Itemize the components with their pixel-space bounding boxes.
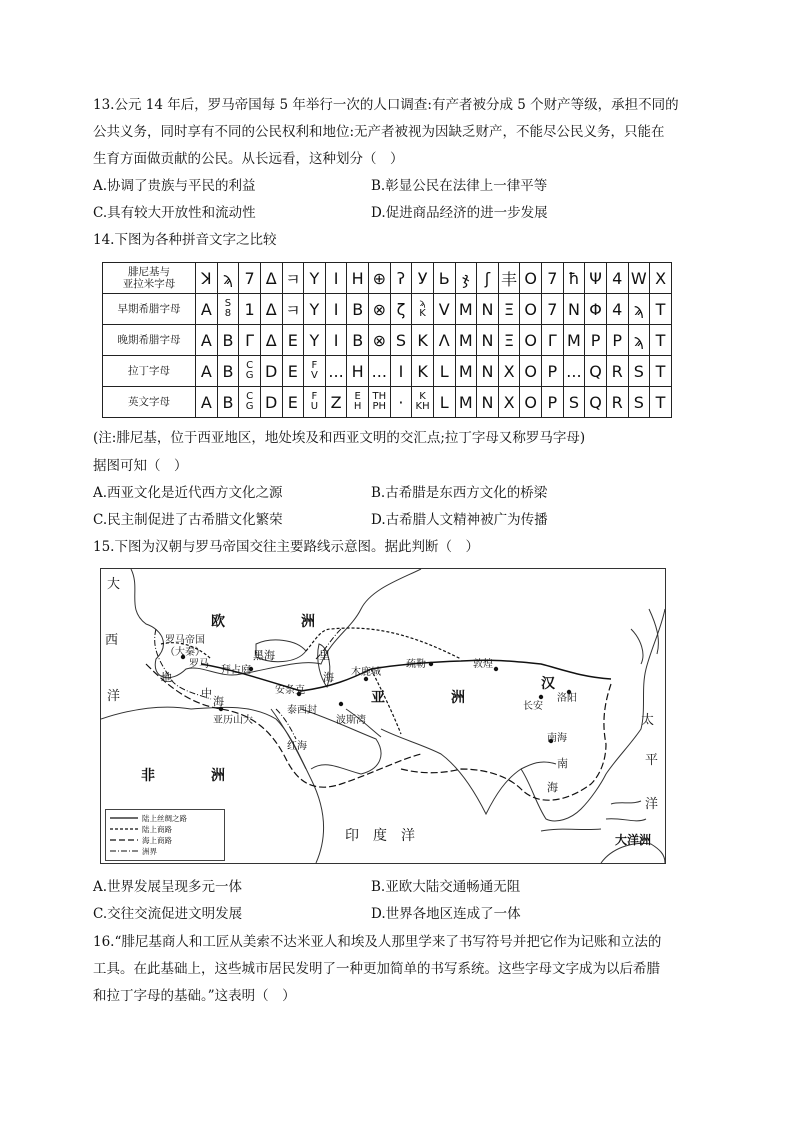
- alphabet-cell: C G: [239, 387, 261, 418]
- alphabet-cell: 7: [239, 263, 261, 294]
- alphabet-row-label: 腓尼基与 亚拉米字母: [103, 263, 196, 294]
- alphabet-cell: M: [455, 356, 477, 387]
- label-ping: 平: [645, 753, 659, 768]
- alphabet-cell: P: [542, 387, 564, 418]
- alphabet-cell: D: [260, 387, 282, 418]
- alphabet-cell: T: [650, 294, 672, 325]
- label-dayangzhou: 大洋洲: [615, 833, 652, 847]
- alphabet-cell: 4: [606, 263, 628, 294]
- alphabet-cell: A: [196, 294, 218, 325]
- alphabet-cell: Ξ: [498, 294, 520, 325]
- alphabet-cell: L: [433, 387, 455, 418]
- alphabet-cell: O: [520, 387, 542, 418]
- alphabet-row-label: 英文字母: [103, 387, 196, 418]
- alphabet-comparison-table: [102, 262, 672, 418]
- alphabet-cell: Ь: [433, 263, 455, 294]
- q14-ask: 据图可知（ ）: [93, 458, 188, 474]
- label-yinduyang: 印 度 洋: [345, 828, 415, 844]
- indonesia-islands: [541, 801, 646, 831]
- q13-option-c: C.具有较大开放性和流动性: [93, 205, 256, 221]
- alphabet-cell: F V: [304, 356, 326, 387]
- alphabet-cell: F U: [304, 387, 326, 418]
- label-zhou-asia: 洲: [451, 690, 467, 706]
- alphabet-cell: ...: [369, 356, 391, 387]
- label-changan: 长安: [523, 701, 543, 712]
- alphabet-cell: Φ: [585, 294, 607, 325]
- alphabet-cell: H: [347, 263, 369, 294]
- label-taixifeng: 泰西封: [287, 705, 317, 716]
- q16-stem-line-2: 工具。在此基础上，这些城市居民发明了一种更加简单的书写系统。这些字母文字成为以后希腊: [93, 961, 660, 977]
- alphabet-row: [103, 325, 672, 356]
- india-coast: [381, 729, 556, 814]
- q13-stem-line-1: 13.公元 14 年后，罗马帝国每 5 年举行一次的人口调查:有产者被分成 5 个财产等级，承担不同的: [93, 97, 679, 113]
- alphabet-cell: ħ: [563, 263, 585, 294]
- alphabet-cell: N: [477, 356, 499, 387]
- alphabet-cell: ϡ: [628, 294, 650, 325]
- alphabet-cell: TH PH: [369, 387, 391, 418]
- q15-stem: 15.下图为汉朝与罗马帝国交往主要路线示意图。据此判断（ ）: [93, 539, 479, 555]
- label-di: 地: [161, 671, 172, 684]
- legend-silk-road: 陆上丝绸之路: [142, 814, 187, 823]
- alphabet-cell: I: [390, 356, 412, 387]
- korea-japan: [631, 609, 658, 664]
- alphabet-cell: ჯ: [455, 263, 477, 294]
- alphabet-cell: ⊗: [369, 294, 391, 325]
- alphabet-cell: O: [520, 263, 542, 294]
- label-yang: 洋: [107, 689, 121, 704]
- alphabet-row: [103, 356, 672, 387]
- alphabet-cell: M: [455, 325, 477, 356]
- label-ou: 欧: [211, 614, 227, 630]
- alphabet-cell: ⊗: [369, 325, 391, 356]
- alphabet-cell: K: [412, 325, 434, 356]
- q14-note: (注:腓尼基，位于西亚地区，地处埃及和西亚文明的交汇点;拉丁字母又称罗马字母): [93, 430, 586, 446]
- alphabet-cell: W: [628, 263, 650, 294]
- alphabet-cell: ㅋ: [282, 294, 304, 325]
- alphabet-cell: S 8: [217, 294, 239, 325]
- label-han: 汉: [541, 676, 557, 692]
- legend-sea-route: 海上商路: [142, 836, 172, 845]
- alphabet-cell: B: [217, 387, 239, 418]
- label-da: 大: [107, 577, 121, 592]
- alphabet-cell: E: [282, 325, 304, 356]
- q14-stem: 14.下图为各种拼音文字之比较: [93, 232, 277, 248]
- alphabet-cell: O: [520, 294, 542, 325]
- alphabet-row: [103, 387, 672, 418]
- alphabet-cell: O: [520, 325, 542, 356]
- label-luoma-city: 罗马: [189, 659, 209, 670]
- alphabet-cell: P: [606, 325, 628, 356]
- alphabet-cell: 7: [542, 263, 564, 294]
- label-zhou-europe: 洲: [301, 614, 317, 630]
- alphabet-cell: Δ: [260, 325, 282, 356]
- alphabet-cell: L: [433, 356, 455, 387]
- alphabet-cell: C G: [239, 356, 261, 387]
- q15-option-b: B.亚欧大陆交通畅通无阻: [371, 879, 521, 895]
- alphabet-cell: ϡ: [217, 263, 239, 294]
- q15-option-c: C.交往交流促进文明发展: [93, 906, 243, 922]
- label-hai-sc: 海: [547, 781, 558, 794]
- label-dunhuang: 敦煌: [473, 659, 493, 670]
- alphabet-cell: Q: [585, 356, 607, 387]
- label-ya: 亚: [371, 690, 387, 706]
- q15-option-d: D.世界各地区连成了一体: [371, 906, 521, 922]
- alphabet-cell: 1: [239, 294, 261, 325]
- alphabet-cell: O: [520, 356, 542, 387]
- alphabet-cell: Y: [304, 263, 326, 294]
- label-nanhai-city: 南海: [547, 733, 567, 744]
- alphabet-cell: B: [347, 294, 369, 325]
- alphabet-cell: ⊕: [369, 263, 391, 294]
- label-zhou-africa: 洲: [211, 768, 227, 784]
- alphabet-cell: Q: [585, 387, 607, 418]
- label-bosiwan: 波斯湾: [336, 715, 366, 726]
- alphabet-cell: Γ: [542, 325, 564, 356]
- label-zhong: 中: [201, 687, 212, 700]
- q14-option-d: D.古希腊人文精神被广为传播: [371, 512, 548, 528]
- alphabet-cell: E: [282, 356, 304, 387]
- label-ankeke: 安条克: [275, 685, 305, 696]
- alphabet-cell: B: [217, 325, 239, 356]
- label-shule: 疏勒: [406, 659, 426, 670]
- alphabet-cell: Δ: [260, 294, 282, 325]
- alphabet-cell: ϡ K: [412, 294, 434, 325]
- alphabet-cell: V: [433, 294, 455, 325]
- alphabet-cell: N: [477, 387, 499, 418]
- alphabet-cell: E H: [347, 387, 369, 418]
- legend-land-route: 陆上商路: [142, 825, 172, 834]
- label-luoma-empire: 罗马帝国: [165, 635, 205, 646]
- taixifeng-dot: [339, 702, 343, 706]
- alphabet-cell: X: [498, 387, 520, 418]
- q14-option-b: B.古希腊是东西方文化的桥梁: [371, 485, 548, 501]
- label-nan: 南: [557, 757, 568, 770]
- alphabet-cell: ζ: [390, 294, 412, 325]
- label-yalishanda: 亚历山大: [213, 715, 253, 726]
- alphabet-cell: S: [628, 356, 650, 387]
- alphabet-cell: ·: [390, 387, 412, 418]
- alphabet-cell: N: [477, 325, 499, 356]
- label-luoyang: 洛阳: [557, 693, 577, 704]
- alphabet-cell: T: [650, 387, 672, 418]
- alphabet-cell: H: [347, 356, 369, 387]
- alphabet-cell: Λ: [433, 325, 455, 356]
- label-li: 里: [319, 649, 330, 662]
- alphabet-row-label: 拉丁字母: [103, 356, 196, 387]
- alphabet-cell: P: [542, 356, 564, 387]
- alphabet-cell: ϡ: [628, 325, 650, 356]
- label-daqin: （大秦）: [165, 647, 205, 658]
- alphabet-cell: 丰: [498, 263, 520, 294]
- q13-stem-line-3: 生育方面做贡献的公民。从长远看，这种划分（ ）: [93, 151, 404, 167]
- alphabet-cell: ʃ: [477, 263, 499, 294]
- q13-option-b: B.彰显公民在法律上一律平等: [371, 178, 548, 194]
- label-fei: 非: [141, 768, 157, 784]
- alphabet-cell: R: [606, 356, 628, 387]
- alphabet-cell: ꓘ: [196, 263, 218, 294]
- alphabet-cell: S: [390, 325, 412, 356]
- alphabet-row-label: 早期希腊字母: [103, 294, 196, 325]
- map-legend: [105, 809, 225, 861]
- label-muluocheng: 木鹿城: [351, 667, 381, 678]
- alphabet-cell: Δ: [260, 263, 282, 294]
- alphabet-cell: ʔ: [390, 263, 412, 294]
- alphabet-cell: T: [650, 356, 672, 387]
- label-baizhanting: 拜占庭: [221, 665, 251, 676]
- alphabet-cell: I: [325, 263, 347, 294]
- alphabet-cell: R: [606, 387, 628, 418]
- alphabet-cell: B: [217, 356, 239, 387]
- alphabet-cell: У: [412, 263, 434, 294]
- land-trade-route: [161, 628, 461, 734]
- q16-stem-line-1: 16.“腓尼基商人和工匠从美索不达米亚人和埃及人那里学来了书写符号并把它作为记账和立法的: [93, 934, 662, 950]
- alphabet-cell: M: [455, 294, 477, 325]
- alphabet-cell: 7: [542, 294, 564, 325]
- label-hai-caspian: 海: [323, 671, 334, 684]
- label-tai: 太: [641, 713, 655, 728]
- label-honghai: 红海: [287, 741, 307, 752]
- alphabet-cell: M: [455, 387, 477, 418]
- q14-option-a: A.西亚文化是近代西方文化之源: [93, 485, 283, 501]
- label-xi: 西: [105, 633, 119, 648]
- alphabet-row-label: 晚期希腊字母: [103, 325, 196, 356]
- q13-stem-line-2: 公共义务，同时享有不同的公民权利和地位:无产者被视为因缺乏财产，不能尽公民义务，只能在: [93, 124, 665, 140]
- alphabet-cell: 4: [606, 294, 628, 325]
- alphabet-cell: Ψ: [585, 263, 607, 294]
- q13-option-a: A.协调了贵族与平民的利益: [93, 178, 256, 194]
- alphabet-cell: A: [196, 387, 218, 418]
- legend-boundary: 洲界: [142, 847, 157, 856]
- alphabet-cell: D: [260, 356, 282, 387]
- alphabet-cell: K: [412, 356, 434, 387]
- alphabet-cell: S: [628, 387, 650, 418]
- alphabet-cell: K KH: [412, 387, 434, 418]
- alphabet-cell: M: [563, 325, 585, 356]
- q15-option-a: A.世界发展呈现多元一体: [93, 879, 243, 895]
- dunhuang-dot: [494, 667, 498, 671]
- alphabet-cell: E: [282, 387, 304, 418]
- alphabet-cell: Z: [325, 387, 347, 418]
- q16-stem-line-3: 和拉丁字母的基础。”这表明（ ）: [93, 988, 296, 1004]
- alphabet-cell: Ν: [563, 294, 585, 325]
- alphabet-row: [103, 294, 672, 325]
- alphabet-cell: A: [196, 356, 218, 387]
- han-rome-route-map: [100, 568, 666, 864]
- label-hai-med: 海: [213, 695, 224, 708]
- shule-dot: [429, 662, 433, 666]
- alphabet-cell: P: [585, 325, 607, 356]
- alphabet-cell: I: [325, 294, 347, 325]
- alphabet-cell: Γ: [239, 325, 261, 356]
- alphabet-cell: Y: [304, 294, 326, 325]
- alphabet-cell: Ξ: [498, 325, 520, 356]
- alphabet-cell: S: [563, 387, 585, 418]
- label-heihai: 黑海: [253, 649, 275, 662]
- alphabet-cell: N: [477, 294, 499, 325]
- alphabet-row: [103, 263, 672, 294]
- alphabet-cell: I: [325, 325, 347, 356]
- alphabet-cell: B: [347, 325, 369, 356]
- alphabet-cell: A: [196, 325, 218, 356]
- q13-option-d: D.促进商品经济的进一步发展: [371, 205, 548, 221]
- q14-option-c: C.民主制促进了古希腊文化繁荣: [93, 512, 283, 528]
- label-yang-pacific: 洋: [645, 797, 659, 812]
- alphabet-cell: ㅋ: [282, 263, 304, 294]
- alphabet-cell: ...: [325, 356, 347, 387]
- alphabet-cell: Y: [304, 325, 326, 356]
- alphabet-cell: X: [498, 356, 520, 387]
- alphabet-cell: X: [650, 263, 672, 294]
- alphabet-cell: ...: [563, 356, 585, 387]
- alphabet-cell: T: [650, 325, 672, 356]
